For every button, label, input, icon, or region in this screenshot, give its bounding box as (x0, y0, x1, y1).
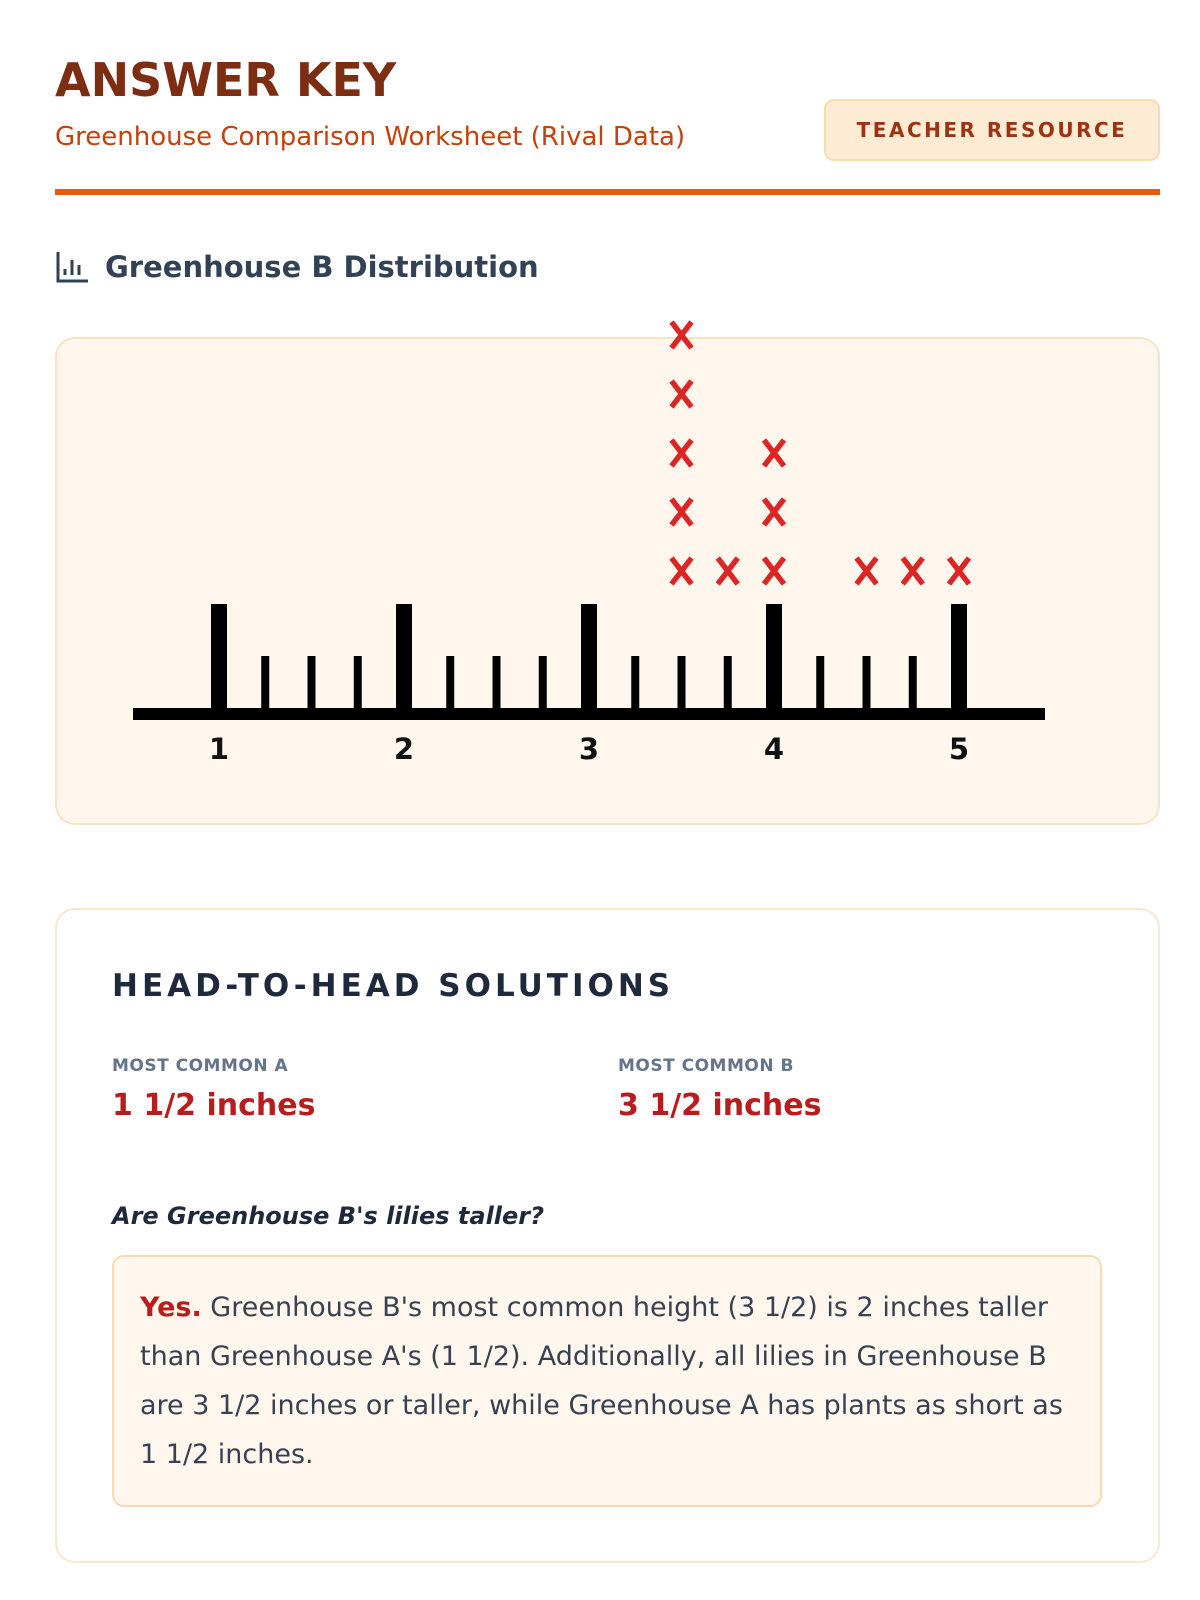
data-point-x-mark (672, 381, 692, 407)
data-point-x-mark (903, 558, 923, 584)
most-common-a-label: MOST COMMON A (112, 1056, 289, 1076)
data-point-x-mark (764, 499, 784, 525)
answer-lead: Yes. (140, 1292, 202, 1323)
comparison-question: Are Greenhouse B's lilies taller? (112, 1202, 545, 1230)
data-point-x-mark (672, 499, 692, 525)
solutions-card (55, 908, 1160, 1563)
tick-label: 2 (393, 732, 415, 766)
most-common-b-label: MOST COMMON B (618, 1056, 794, 1076)
data-point-x-mark (949, 558, 969, 584)
tick-label: 1 (208, 732, 230, 766)
data-point-x-mark (764, 440, 784, 466)
header (55, 0, 1160, 195)
data-point-x-mark (718, 558, 738, 584)
data-point-x-mark (672, 440, 692, 466)
page-subtitle: Greenhouse Comparison Worksheet (Rival Data) (55, 122, 686, 152)
page-title: ANSWER KEY (55, 53, 397, 107)
solutions-heading: HEAD-TO-HEAD SOLUTIONS (112, 968, 675, 1004)
tick-label: 3 (578, 732, 600, 766)
teacher-resource-badge: TEACHER RESOURCE (824, 99, 1160, 161)
data-point-x-mark (857, 558, 877, 584)
answer-text: Greenhouse B's most common height (3 1/2) is 2 inches taller than Greenhouse A's (1 1/2). Additionally, all lilies in Greenhouse B are 3 1/2 inches or taller, while Greenhouse A has plants as short as 1 1/2 inches. (140, 1292, 1063, 1470)
most-common-b-value: 3 1/2 inches (618, 1088, 822, 1123)
bar-chart-icon (55, 250, 89, 284)
chart-section-title (55, 250, 539, 284)
data-point-x-mark (764, 558, 784, 584)
line-plot-chart (55, 310, 1160, 825)
worksheet-page (55, 0, 1160, 1470)
tick-label: 5 (948, 732, 970, 766)
data-point-x-mark (672, 322, 692, 348)
chart-section-label: Greenhouse B Distribution (105, 250, 539, 284)
tick-label: 4 (763, 732, 785, 766)
most-common-a-value: 1 1/2 inches (112, 1088, 316, 1123)
data-point-x-mark (672, 558, 692, 584)
answer-box (112, 1255, 1102, 1507)
